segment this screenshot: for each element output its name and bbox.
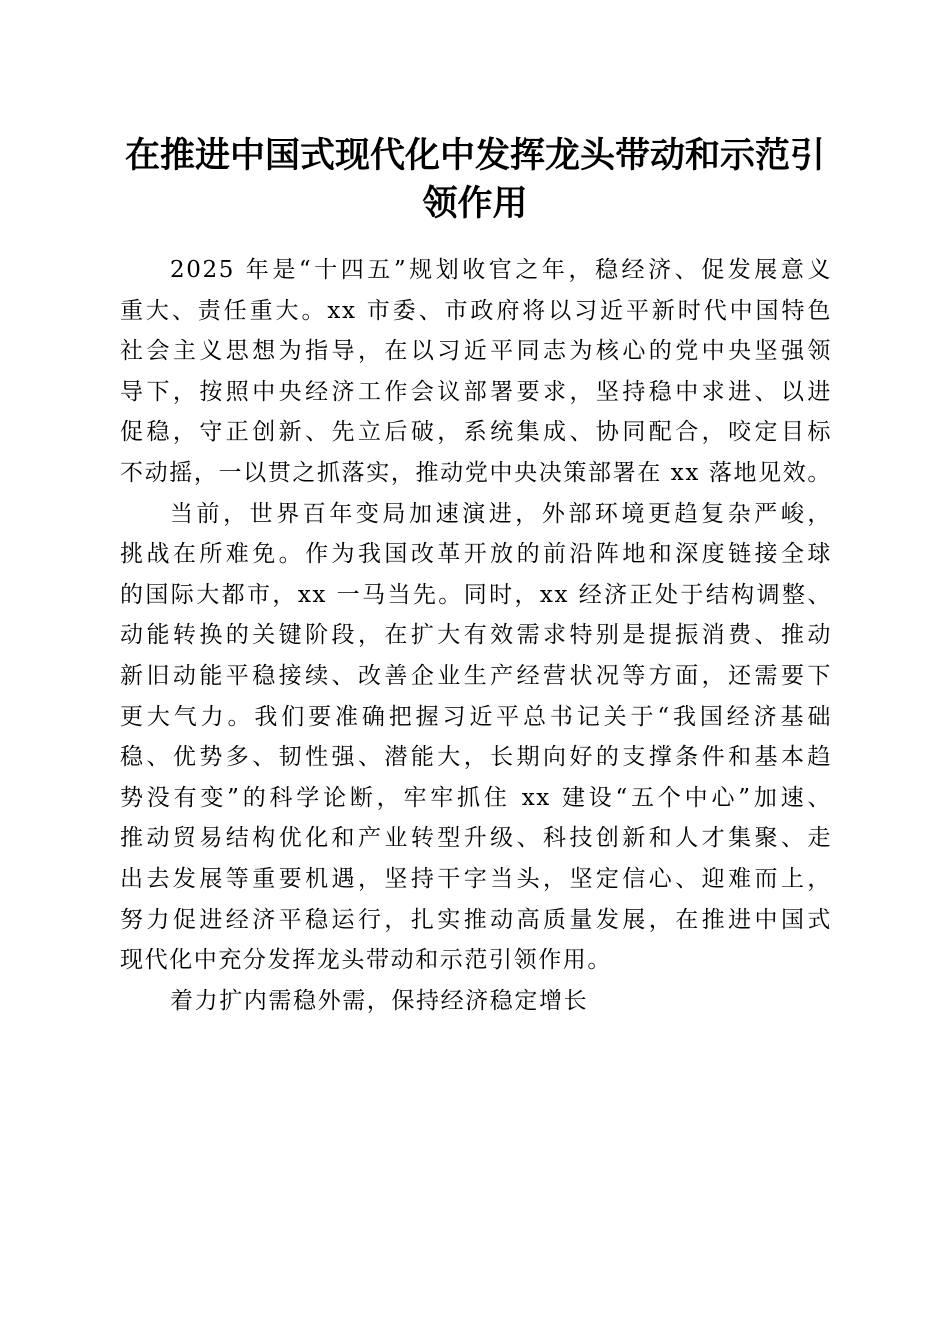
text-line: 促稳，守正创新、先立后破，系统集成、协同配合，咬定目标 (120, 419, 832, 446)
title-line: 领作用 (422, 183, 528, 224)
text-line: 稳、优势多、韧性强、潜能大，长期向好的支撑条件和基本趋 (120, 744, 832, 771)
text-line: 新旧动能平稳接续、改善企业生产经营状况等方面，还需要下 (120, 662, 832, 689)
title-line: 在推进中国式现代化中发挥龙头带动和示范引 (124, 135, 825, 176)
paragraph-intro (120, 250, 832, 494)
text-line: 出去发展等重要机遇，坚持干字当头，坚定信心、迎难而上， (120, 865, 832, 892)
section-heading (120, 981, 832, 1022)
text-line: 2025 年是“十四五”规划收官之年，稳经济、促发展意义 (170, 257, 832, 283)
text-line: 不动摇，一以贯之抓落实，推动党中央决策部署在 xx 落地见效。 (120, 459, 832, 486)
text-line: 现代化中充分发挥龙头带动和示范引领作用。 (120, 947, 612, 974)
text-line: 动能转换的关键阶段，在扩大有效需求特别是提振消费、推动 (120, 622, 832, 649)
text-line: 导下，按照中央经济工作会议部署要求，坚持稳中求进、以进 (120, 378, 832, 405)
text-line: 挑战在所难免。作为我国改革开放的前沿阵地和深度链接全球 (120, 541, 832, 568)
text-line: 势没有变”的科学论断，牢牢抓住 xx 建设“五个中心”加速、 (120, 784, 832, 811)
paragraph-context (120, 494, 832, 981)
text-line: 社会主义思想为指导，在以习近平同志为核心的党中央坚强领 (120, 338, 832, 365)
document-title (110, 132, 840, 228)
text-line: 推动贸易结构优化和产业转型升级、科技创新和人才集聚、走 (120, 825, 832, 852)
document-body (120, 250, 832, 1021)
text-line: 的国际大都市，xx 一马当先。同时，xx 经济正处于结构调整、 (120, 581, 832, 608)
text-line: 当前，世界百年变局加速演进，外部环境更趋复杂严峻， (170, 500, 832, 527)
text-line: 着力扩内需稳外需，保持经济稳定增长 (170, 987, 589, 1014)
text-line: 更大气力。我们要准确把握习近平总书记关于“我国经济基础 (120, 703, 832, 730)
text-line: 努力促进经济平稳运行，扎实推动高质量发展，在推进中国式 (120, 906, 832, 933)
text-line: 重大、责任重大。xx 市委、市政府将以习近平新时代中国特色 (120, 297, 832, 324)
